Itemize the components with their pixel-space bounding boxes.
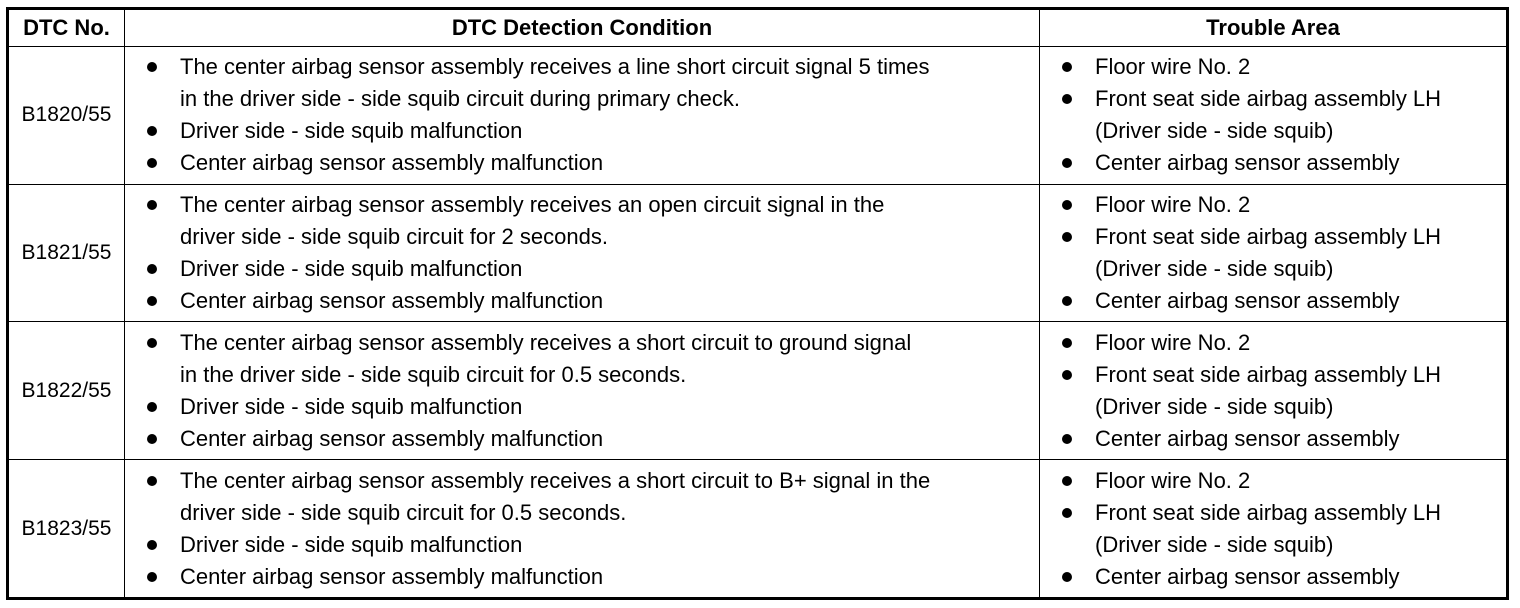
dtc-code: B1821/55 <box>8 184 125 322</box>
trouble-area-cell <box>1040 460 1508 599</box>
condition-text-cont: driver side - side squib circuit for 2 seconds. <box>180 224 608 250</box>
condition-item: Driver side - side squib malfunction <box>135 529 1039 561</box>
table-row <box>8 322 1508 460</box>
dtc-code: B1823/55 <box>8 460 125 599</box>
area-item <box>1050 83 1506 147</box>
condition-item: Driver side - side squib malfunction <box>135 253 1039 285</box>
area-item: Floor wire No. 2 <box>1050 327 1506 359</box>
detection-condition-cell <box>125 460 1040 599</box>
area-text-cont: (Driver side - side squib) <box>1095 256 1334 282</box>
dtc-code: B1820/55 <box>8 47 125 185</box>
condition-list <box>125 327 1039 455</box>
dtc-table <box>6 7 1509 600</box>
trouble-area-cell <box>1040 184 1508 322</box>
condition-list <box>125 189 1039 317</box>
trouble-area-cell <box>1040 322 1508 460</box>
condition-item <box>135 465 1039 529</box>
area-item: Center airbag sensor assembly <box>1050 561 1506 593</box>
condition-item: Center airbag sensor assembly malfunction <box>135 423 1039 455</box>
header-dtc-no: DTC No. <box>8 9 125 47</box>
area-text: Front seat side airbag assembly LH <box>1095 499 1442 525</box>
area-item: Center airbag sensor assembly <box>1050 423 1506 455</box>
area-item <box>1050 497 1506 561</box>
condition-item <box>135 189 1039 253</box>
detection-condition-cell <box>125 322 1040 460</box>
header-detection-condition: DTC Detection Condition <box>125 9 1040 47</box>
table-header-row <box>8 9 1508 47</box>
area-item <box>1050 359 1506 423</box>
header-trouble-area: Trouble Area <box>1040 9 1508 47</box>
condition-item: Center airbag sensor assembly malfunction <box>135 285 1039 317</box>
detection-condition-cell <box>125 47 1040 185</box>
condition-item: Center airbag sensor assembly malfunction <box>135 561 1039 593</box>
area-item: Floor wire No. 2 <box>1050 189 1506 221</box>
area-text: Front seat side airbag assembly LH <box>1095 361 1442 387</box>
area-text-cont: (Driver side - side squib) <box>1095 393 1334 419</box>
condition-text: The center airbag sensor assembly receives a line short circuit signal 5 times <box>180 54 930 80</box>
condition-item: Driver side - side squib malfunction <box>135 391 1039 423</box>
dtc-code: B1822/55 <box>8 322 125 460</box>
table-row <box>8 47 1508 185</box>
condition-text-cont: driver side - side squib circuit for 0.5 seconds. <box>180 499 627 525</box>
condition-text: The center airbag sensor assembly receives a short circuit to ground signal <box>180 329 912 355</box>
area-list <box>1040 51 1506 179</box>
condition-text-cont: in the driver side - side squib circuit during primary check. <box>180 86 741 112</box>
condition-item: Driver side - side squib malfunction <box>135 115 1039 147</box>
condition-list <box>125 51 1039 179</box>
condition-text-cont: in the driver side - side squib circuit for 0.5 seconds. <box>180 361 687 387</box>
table-row <box>8 184 1508 322</box>
table-row <box>8 460 1508 599</box>
area-list <box>1040 189 1506 317</box>
condition-list <box>125 465 1039 593</box>
area-item: Center airbag sensor assembly <box>1050 285 1506 317</box>
area-item: Floor wire No. 2 <box>1050 465 1506 497</box>
area-list <box>1040 465 1506 593</box>
area-text-cont: (Driver side - side squib) <box>1095 531 1334 557</box>
condition-item: Center airbag sensor assembly malfunction <box>135 147 1039 179</box>
condition-item <box>135 327 1039 391</box>
condition-text: The center airbag sensor assembly receives an open circuit signal in the <box>180 192 885 218</box>
trouble-area-cell <box>1040 47 1508 185</box>
area-text-cont: (Driver side - side squib) <box>1095 118 1334 144</box>
area-item <box>1050 221 1506 285</box>
area-item: Center airbag sensor assembly <box>1050 147 1506 179</box>
condition-text: The center airbag sensor assembly receives a short circuit to B+ signal in the <box>180 467 931 493</box>
area-list <box>1040 327 1506 455</box>
area-item: Floor wire No. 2 <box>1050 51 1506 83</box>
area-text: Front seat side airbag assembly LH <box>1095 86 1442 112</box>
detection-condition-cell <box>125 184 1040 322</box>
condition-item <box>135 51 1039 115</box>
area-text: Front seat side airbag assembly LH <box>1095 224 1442 250</box>
